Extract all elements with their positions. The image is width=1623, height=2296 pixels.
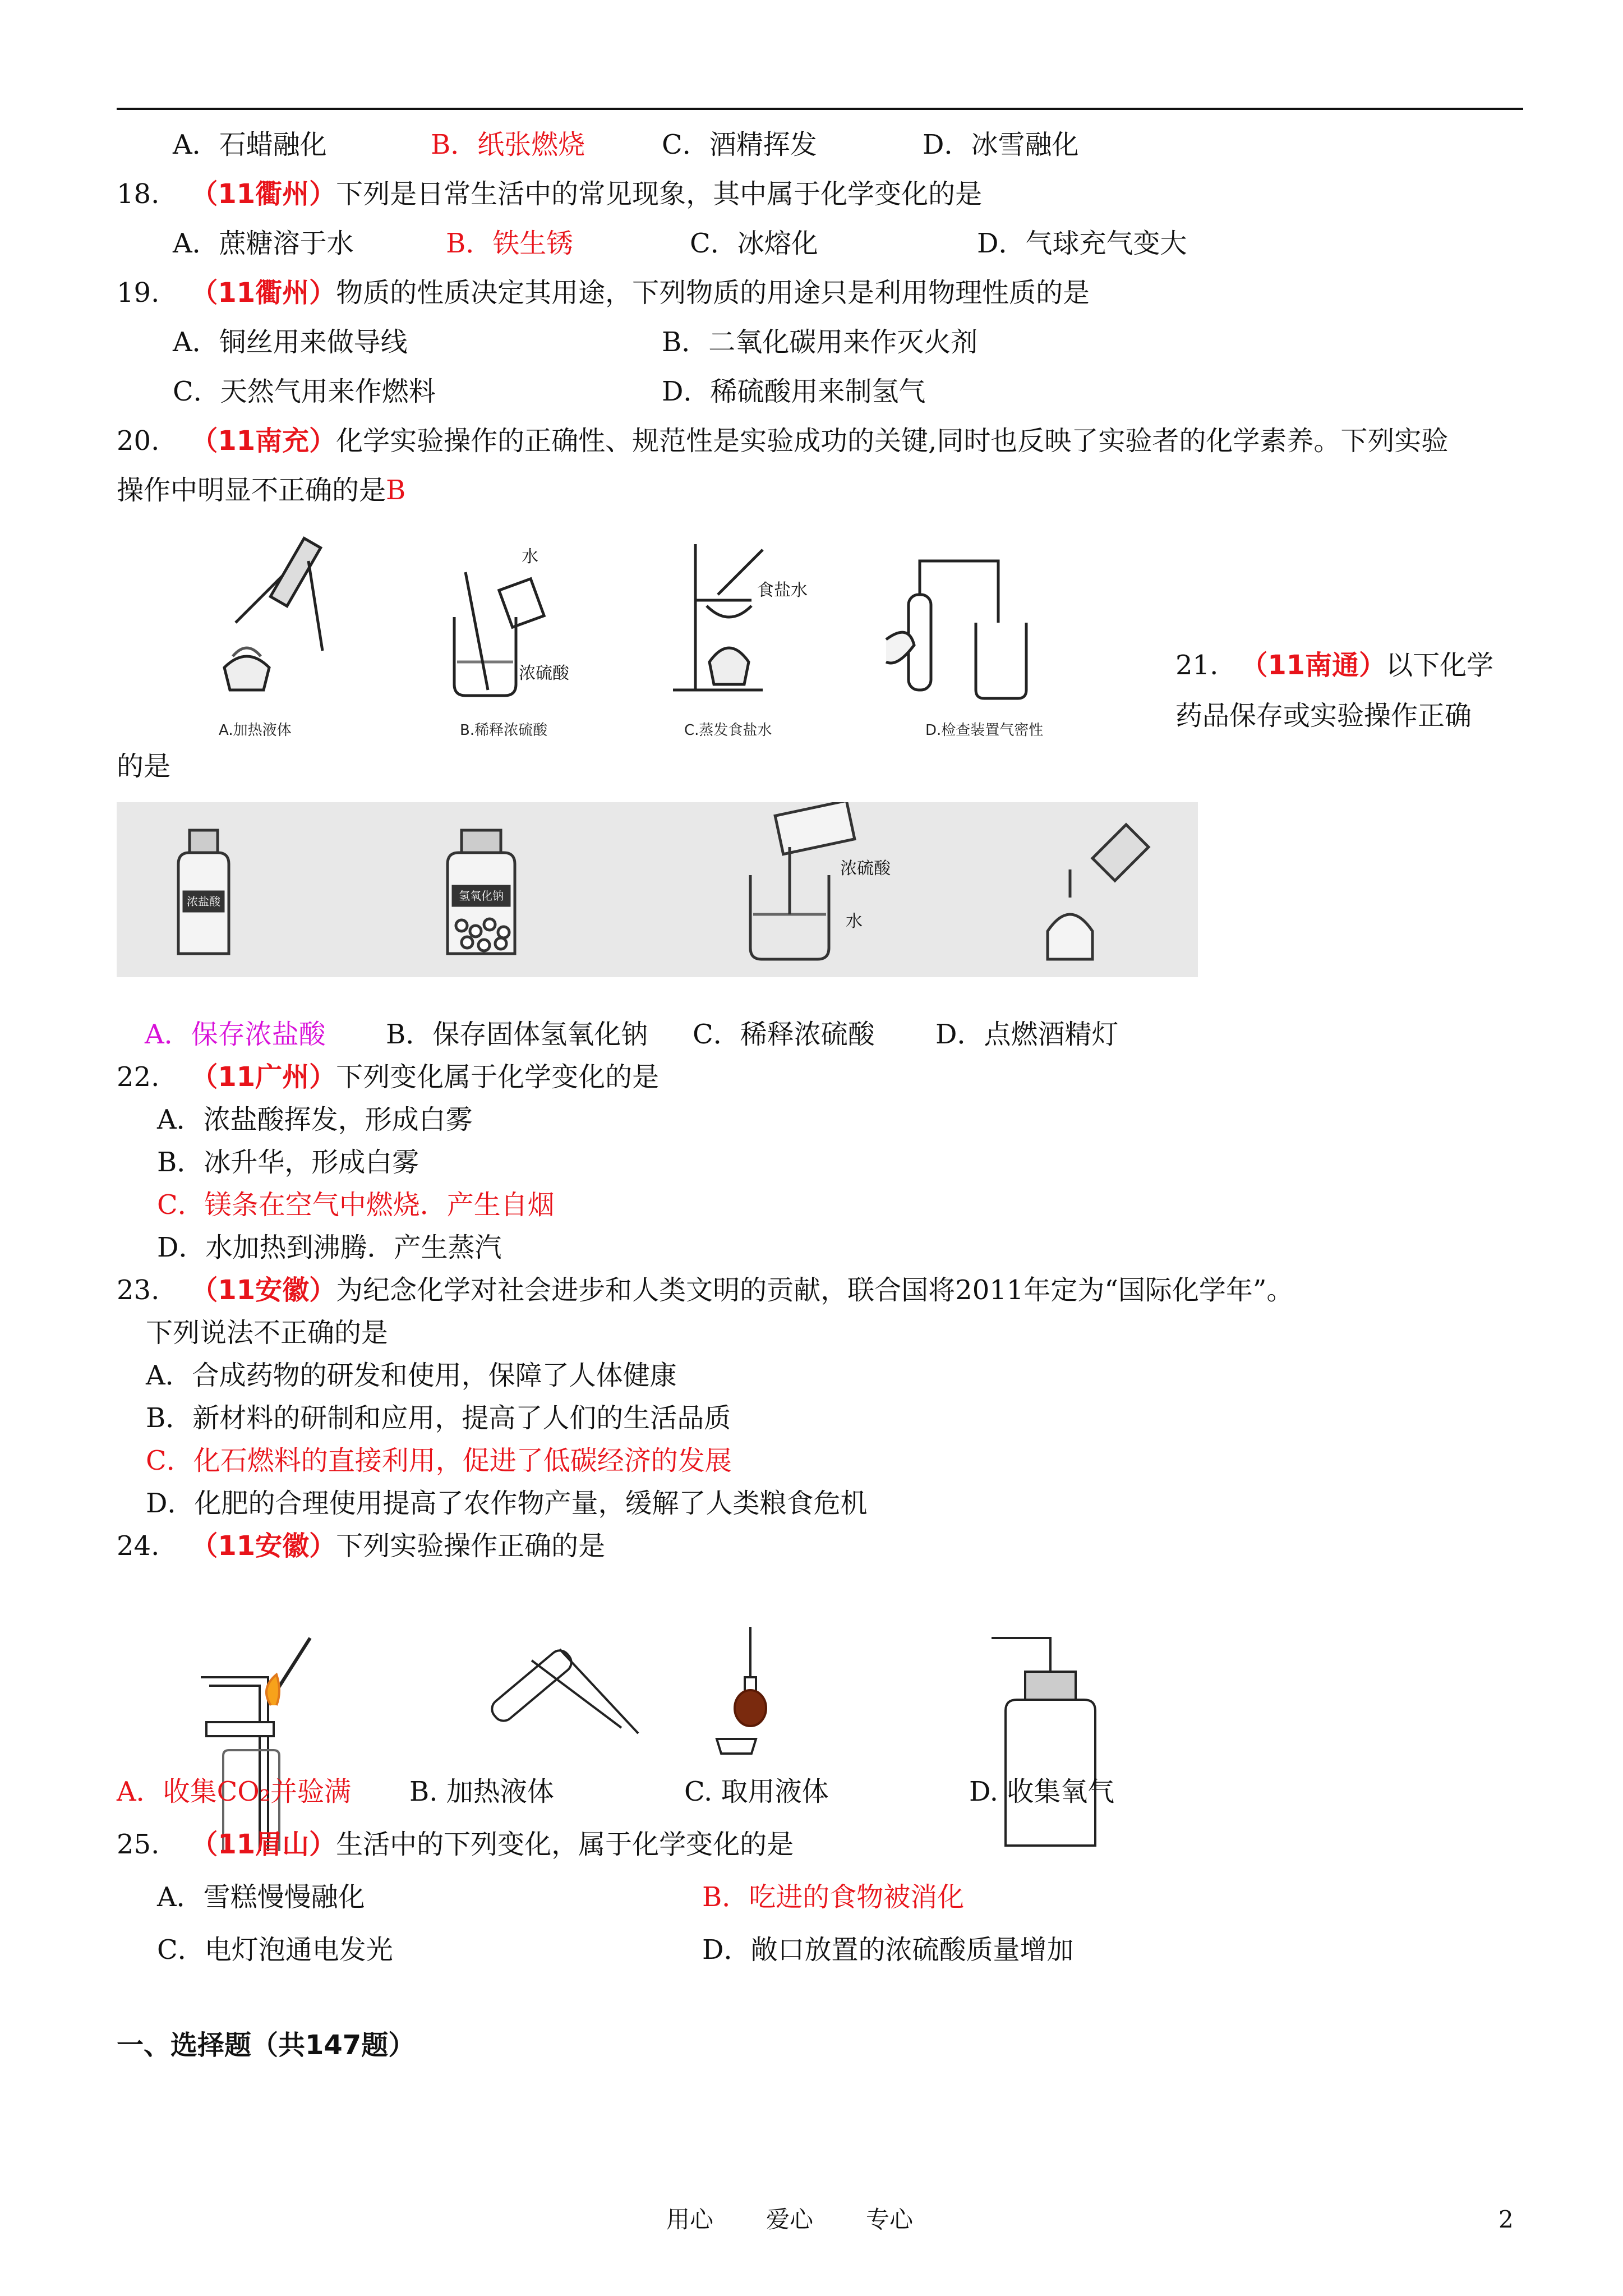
q18-option-b: B．铁生锈 — [446, 228, 574, 259]
q17-option-d: D．冰雪融化 — [923, 129, 1079, 160]
q20-stem2: 操作中明显不正确的是 — [117, 475, 386, 506]
q20-caption-c: C.蒸发食盐水 — [684, 722, 772, 739]
q25-source: （11眉山） — [191, 1829, 336, 1860]
q20-figure — [202, 527, 1110, 746]
q21-label-acid: 浓硫酸 — [840, 859, 891, 878]
q24-fig-b-heating — [488, 1646, 638, 1733]
q19-option-b: B．二氧化碳用来作灭火剂 — [662, 326, 978, 358]
q22-source: （11广州） — [191, 1061, 336, 1093]
q19-stem: 物质的性质决定其用途，下列物质的用途只是利用物理性质的是 — [336, 277, 1090, 309]
q22-number: 22. — [117, 1061, 160, 1093]
q21-stem-a: 以下化学 — [1386, 650, 1494, 681]
q24-fig-a-collect-co2 — [201, 1638, 310, 1851]
q25-option-a: A．雪糕慢慢融化 — [157, 1881, 365, 1913]
q18-number: 18. — [117, 178, 160, 210]
q21-option-c: C．稀释浓硫酸 — [693, 1019, 875, 1050]
section-title: 一、选择题（共147题） — [117, 2030, 416, 2061]
q20-number: 20. — [117, 425, 160, 457]
q21-label-bottle2: 氢氧化钠 — [459, 889, 504, 903]
q23-source: （11安徽） — [191, 1274, 336, 1306]
q18-stem: 下列是日常生活中的常见现象，其中属于化学变化的是 — [336, 178, 983, 210]
q18-source: （11衢州） — [191, 178, 336, 210]
q20-label-water: 水 — [522, 547, 538, 567]
q21-label-water: 水 — [846, 912, 863, 931]
q24-option-a: A．收集CO₂并验满 — [117, 1776, 351, 1807]
q25-option-c: C．电灯泡通电发光 — [157, 1934, 393, 1966]
q21-question — [1175, 648, 1493, 682]
q23-question — [117, 1273, 1293, 1307]
q18-question — [117, 177, 982, 211]
q21-source: （11南通） — [1241, 650, 1386, 681]
q17-option-a: A．石蜡融化 — [173, 129, 327, 160]
q17-option-b: B．纸张燃烧 — [431, 129, 585, 160]
q20-stem: 化学实验操作的正确性、规范性是实验成功的关键,同时也反映了实验者的化学素养。下列实验 — [336, 425, 1449, 457]
q24-option-d: D. 收集氧气 — [969, 1776, 1115, 1807]
q21-option-b: B．保存固体氢氧化钠 — [386, 1019, 648, 1050]
q21-label-bottle1: 浓盐酸 — [187, 895, 220, 908]
q20-stem-line2 — [117, 473, 405, 507]
footer-right: 专心 — [866, 2206, 914, 2233]
q22-option-c: C．镁条在空气中燃烧．产生自烟 — [157, 1189, 555, 1221]
q24-stem: 下列实验操作正确的是 — [336, 1530, 606, 1562]
q20-fig-d-airtight — [886, 561, 1026, 698]
q19-option-c: C．天然气用来作燃料 — [173, 376, 436, 407]
page-number: 2 — [1498, 2206, 1514, 2233]
q24-option-c: C. 取用液体 — [684, 1776, 829, 1807]
q22-question — [117, 1060, 659, 1094]
q23-option-d: D．化肥的合理使用提高了农作物产量，缓解了人类粮食危机 — [146, 1488, 868, 1519]
q18-option-a: A．蔗糖溶于水 — [173, 228, 354, 259]
q24-option-b: B. 加热液体 — [409, 1776, 554, 1807]
q24-figure — [117, 1616, 1182, 1851]
q18-option-d: D．气球充气变大 — [977, 228, 1187, 259]
q24-number: 24. — [117, 1530, 160, 1562]
header-rule — [117, 108, 1523, 110]
q20-label-salt: 食盐水 — [757, 581, 808, 600]
q25-number: 25. — [117, 1829, 160, 1860]
footer-mid: 爱心 — [766, 2206, 814, 2233]
q19-question — [117, 276, 1090, 310]
footer-left: 用心 — [666, 2206, 714, 2233]
q19-source: （11衢州） — [191, 277, 336, 309]
q22-option-d: D．水加热到沸腾．产生蒸汽 — [157, 1232, 502, 1263]
q25-stem: 生活中的下列变化，属于化学变化的是 — [336, 1829, 794, 1860]
q20-label-acid: 浓硫酸 — [519, 664, 569, 683]
q19-option-d: D．稀硫酸用来制氢气 — [662, 376, 926, 407]
q23-stem2: 下列说法不正确的是 — [146, 1317, 389, 1349]
q20-question — [117, 424, 1448, 458]
q25-option-b: B．吃进的食物被消化 — [702, 1881, 965, 1913]
q23-option-c: C．化石燃料的直接利用，促进了低碳经济的发展 — [146, 1445, 732, 1476]
q21-figure — [117, 802, 1198, 977]
q22-option-b: B．冰升华，形成白雾 — [157, 1147, 419, 1178]
q21-stem-c: 的是 — [117, 751, 171, 782]
q22-stem: 下列变化属于化学变化的是 — [336, 1061, 660, 1093]
q23-option-b: B．新材料的研制和应用，提高了人们的生活品质 — [146, 1402, 731, 1434]
q24-source: （11安徽） — [191, 1530, 336, 1562]
q24-question — [117, 1529, 605, 1563]
q20-caption-a: A.加热液体 — [219, 722, 292, 739]
q21-option-d: D．点燃酒精灯 — [935, 1019, 1119, 1050]
q21-number: 21. — [1175, 650, 1219, 681]
q21-option-a: A．保存浓盐酸 — [145, 1019, 326, 1050]
q23-option-a: A．合成药物的研发和使用，保障了人体健康 — [146, 1360, 677, 1391]
q17-option-c: C．酒精挥发 — [662, 129, 817, 160]
q20-fig-c-evaporate — [673, 544, 763, 690]
q24-fig-d-collect-o2 — [992, 1638, 1095, 1846]
q18-option-c: C．冰熔化 — [690, 228, 818, 259]
q20-source: （11南充） — [191, 425, 336, 457]
q22-option-a: A．浓盐酸挥发，形成白雾 — [157, 1104, 473, 1135]
q23-stem: 为纪念化学对社会进步和人类文明的贡献，联合国将2011年定为“国际化学年”。 — [336, 1274, 1294, 1306]
q19-number: 19. — [117, 277, 160, 309]
q20-answer: B — [386, 475, 406, 506]
q21-stem-b: 药品保存或实验操作正确 — [1175, 700, 1472, 731]
q23-number: 23. — [117, 1274, 160, 1306]
q20-fig-a-heating — [224, 539, 322, 690]
q25-option-d: D．敞口放置的浓硫酸质量增加 — [702, 1934, 1074, 1966]
q20-caption-b: B.稀释浓硫酸 — [460, 722, 548, 739]
q19-option-a: A．铜丝用来做导线 — [173, 326, 408, 358]
q25-question — [117, 1828, 794, 1861]
q20-caption-d: D.检查装置气密性 — [925, 722, 1044, 739]
q24-fig-c-dropper — [717, 1627, 766, 1754]
